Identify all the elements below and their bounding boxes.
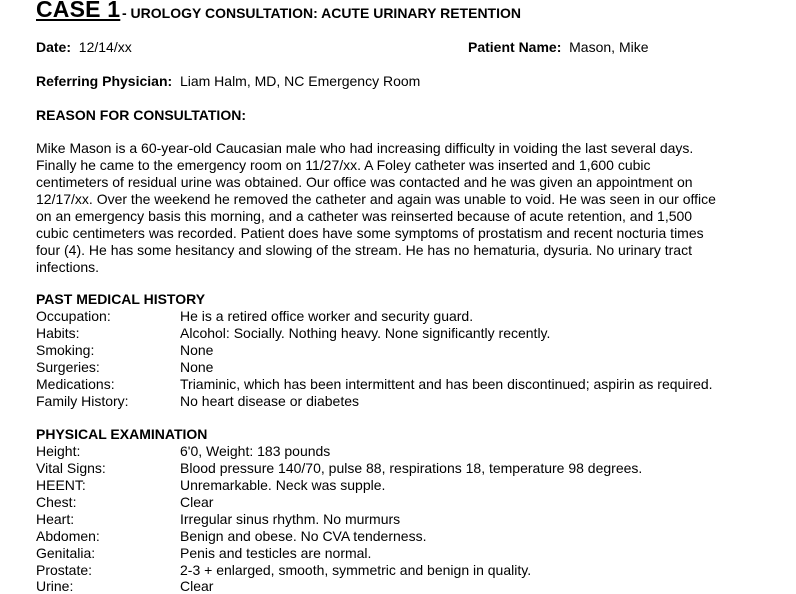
- exam-label: Heart:: [36, 511, 75, 527]
- case-number: CASE 1: [36, 0, 121, 22]
- exam-value: 6'0, Weight: 183 pounds: [180, 443, 331, 459]
- date-value: 12/14/xx: [78, 39, 132, 55]
- patient-label: Patient Name:: [468, 39, 562, 55]
- referring-line: [36, 73, 420, 89]
- history-value: None: [180, 359, 214, 375]
- reason-line: Mike Mason is a 60-year-old Caucasian male who had increasing difficulty in voiding the last several days.: [36, 140, 694, 156]
- exam-value: Irregular sinus rhythm. No murmurs: [180, 511, 401, 527]
- patient-line: [468, 39, 649, 55]
- exam-value: Unremarkable. Neck was supple.: [180, 477, 386, 493]
- exam-label: Abdomen:: [36, 528, 100, 544]
- exam-label: Urine:: [36, 578, 74, 594]
- date-label: Date:: [36, 39, 72, 55]
- reason-heading: REASON FOR CONSULTATION:: [36, 107, 246, 123]
- exam-label: Height:: [36, 443, 81, 459]
- patient-value: Mason, Mike: [569, 39, 649, 55]
- history-value: Alcohol: Socially. Nothing heavy. None significantly recently.: [180, 325, 551, 341]
- exam-value: Clear: [180, 494, 214, 510]
- reason-line: 12/17/xx. Over the weekend he removed the catheter and again was unable to void. He was seen in our office: [36, 191, 716, 207]
- history-label: Occupation:: [36, 308, 111, 324]
- reason-line: centimeters of residual urine was obtained. Our office was contacted and he was given an appointment on: [36, 174, 693, 190]
- history-label: Surgeries:: [36, 359, 100, 375]
- exam-value: Blood pressure 140/70, pulse 88, respirations 18, temperature 98 degrees.: [180, 460, 643, 476]
- history-value: No heart disease or diabetes: [180, 393, 359, 409]
- referring-label: Referring Physician:: [36, 73, 173, 89]
- exam-label: HEENT:: [36, 477, 86, 493]
- exam-value: Clear: [180, 578, 214, 594]
- history-label: Family History:: [36, 393, 129, 409]
- exam-label: Vital Signs:: [36, 460, 106, 476]
- exam-label: Prostate:: [36, 562, 93, 578]
- exam-label: Genitalia:: [36, 545, 96, 561]
- exam-heading: PHYSICAL EXAMINATION: [36, 426, 208, 442]
- reason-line: cubic centimeters was recorded. Patient does have some symptoms of prostatism and recent nocturia times: [36, 225, 704, 241]
- history-label: Habits:: [36, 325, 80, 341]
- reason-line: Finally he came to the emergency room on 11/27/xx. A Foley catheter was inserted and 1,600 cubic: [36, 157, 651, 173]
- reason-line: on an emergency basis this morning, and a catheter was reinserted because of acute retention, and 1,500: [36, 208, 693, 224]
- history-label: Smoking:: [36, 342, 95, 358]
- exam-value: 2-3 + enlarged, smooth, symmetric and benign in quality.: [180, 562, 532, 578]
- exam-value: Benign and obese. No CVA tenderness.: [180, 528, 427, 544]
- reason-line: four (4). He has some hesitancy and slowing of the stream. He has no hematuria, dysuria. No urinary tract: [36, 242, 692, 258]
- referring-value: Liam Halm, MD, NC Emergency Room: [179, 73, 421, 89]
- reason-line: infections.: [36, 259, 100, 275]
- history-heading: PAST MEDICAL HISTORY: [36, 291, 206, 307]
- history-value: He is a retired office worker and security guard.: [180, 308, 474, 324]
- date-line: [36, 39, 132, 55]
- exam-label: Chest:: [36, 494, 77, 510]
- history-label: Medications:: [36, 376, 115, 392]
- history-value: None: [180, 342, 214, 358]
- reason-paragraph: [36, 140, 766, 276]
- history-value: Triaminic, which has been intermittent and has been discontinued; aspirin as required.: [180, 376, 713, 392]
- document-title: - UROLOGY CONSULTATION: ACUTE URINARY RETENTION: [122, 5, 521, 21]
- exam-value: Penis and testicles are normal.: [180, 545, 372, 561]
